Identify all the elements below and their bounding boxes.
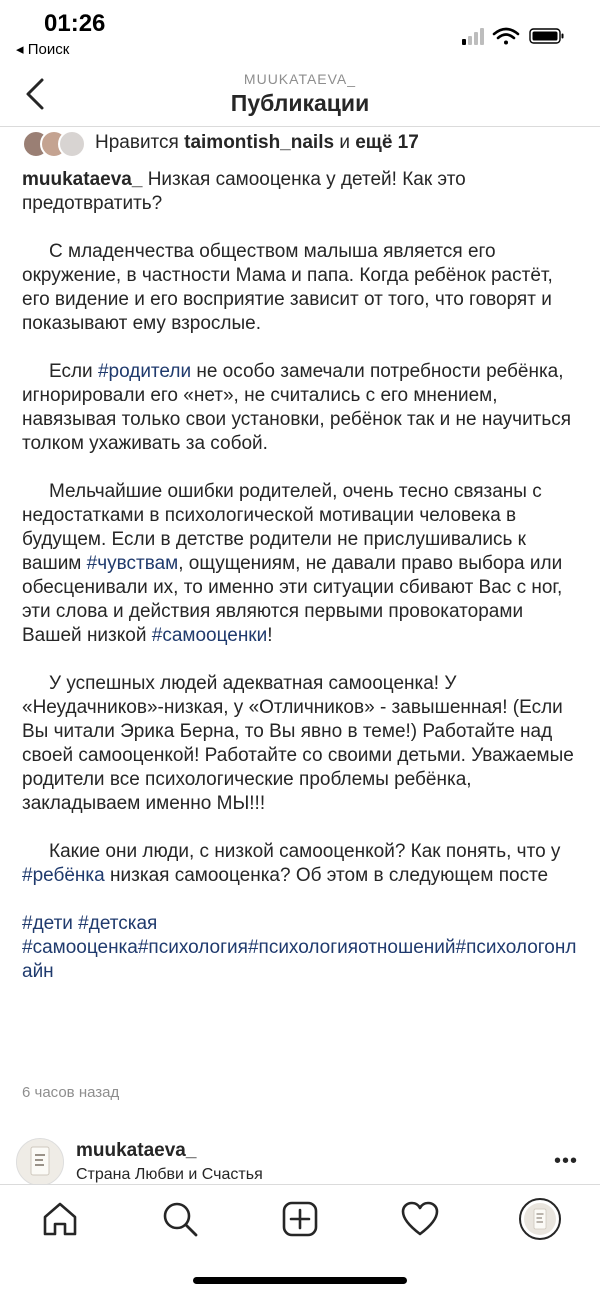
p5-post: низкая самооценка? Об этом в следующем посте [110, 865, 549, 886]
liker-avatars [22, 130, 94, 156]
more-options-icon[interactable]: ••• [553, 1150, 578, 1172]
hashtag-link[interactable]: #родители [97, 361, 192, 382]
search-icon[interactable] [158, 1197, 202, 1241]
nav-username: MUUKATAEVA_ [243, 71, 357, 87]
page-title: Публикации [230, 90, 370, 116]
caption-paragraph-5 [22, 840, 584, 888]
profile-avatar-icon[interactable] [518, 1197, 562, 1241]
nav-bar [0, 62, 600, 126]
post-caption [22, 168, 584, 984]
p5-pre: Какие они люди, с низкой самооценкой? Как понять, что у [49, 841, 561, 862]
avatar-image-icon [17, 1139, 63, 1185]
caption-paragraph-2 [22, 360, 584, 456]
p3-end: ! [267, 625, 273, 646]
p2-post: не особо замечали потребности ребёнка, игнорировали его «нет», не считались с его мнением, навязывая только свои установки, ребёнок так и не научиться толком ухаживать за собой. [22, 361, 572, 454]
p2-pre: Если [49, 361, 93, 382]
likes-and: и [339, 132, 350, 153]
liker-avatar [58, 130, 86, 158]
hashtag-link[interactable]: #самооценки [151, 625, 268, 646]
next-post-avatar[interactable] [16, 1138, 64, 1186]
likes-prefix: Нравится [95, 132, 179, 153]
hashtag-link[interactable]: #чувствам [86, 553, 179, 574]
caption-intro-text: Низкая самооценка у детей! Как это предотвратить? [22, 169, 466, 214]
likes-row[interactable] [22, 128, 582, 158]
p3-pre: Мельчайшие ошибки родителей, очень тесно связаны с недостатками в психологической мотивации человека в будущем. Если в детстве родители не прислушивались к вашим [22, 481, 542, 574]
post-timestamp: 6 часов назад [22, 1084, 120, 1101]
back-to-search-link[interactable]: ◂ Поиск [16, 41, 70, 58]
caption-intro [22, 168, 584, 216]
nav-divider [0, 126, 600, 127]
caption-paragraph-3 [22, 480, 584, 648]
caption-paragraph-4: У успешных людей адекватная самооценка! У «Неудачников»-низкая, у «Отличников» - завышенная! (Если Вы читали Эрика Берна, то Вы явно в теме!) Работайте над своей самооценкой! Работайте со своими детьми. Уважаемые родители все психологические проблемы ребёнка, закладываем именно МЫ!!! [22, 673, 574, 814]
p3-mid: , ощущениям, не давали право выбора или обесценивали их, то именно эти ситуации сбивают Вас с ног, эти слова и действия являются первыми провокаторами Вашей низкой [22, 553, 563, 646]
status-icons [460, 26, 570, 46]
battery-icon [530, 29, 564, 43]
wifi-icon [494, 29, 518, 45]
home-indicator [193, 1277, 407, 1284]
next-post-location[interactable]: Страна Любви и Счастья [76, 1166, 263, 1183]
hashtag-link[interactable]: #ребёнка [22, 865, 105, 886]
likes-text [95, 132, 419, 154]
hashtag-line[interactable]: #самооценка#психология#психологияотношений#психологонлайн [22, 937, 577, 982]
heart-icon[interactable] [398, 1197, 442, 1241]
status-bar [0, 0, 600, 62]
new-post-icon[interactable] [278, 1197, 322, 1241]
hashtag-line[interactable]: #дети #детская [22, 913, 158, 934]
home-icon[interactable] [38, 1197, 82, 1241]
caption-username[interactable]: muukataeva_ [22, 169, 143, 190]
cellular-signal-icon [462, 28, 484, 45]
status-time: 01:26 [44, 10, 106, 37]
next-post-username[interactable]: muukataeva_ [76, 1140, 197, 1161]
likes-others[interactable]: ещё 17 [355, 132, 419, 153]
liker-username[interactable]: taimontish_nails [184, 132, 335, 153]
caption-paragraph-1: С младенчества обществом малыша является его окружение, в частности Мама и папа. Когда ребёнок растёт, его видение и его восприятие зависит от того, что говорят и показывают ему взрослые. [22, 241, 553, 334]
next-post-header [0, 1130, 600, 1184]
